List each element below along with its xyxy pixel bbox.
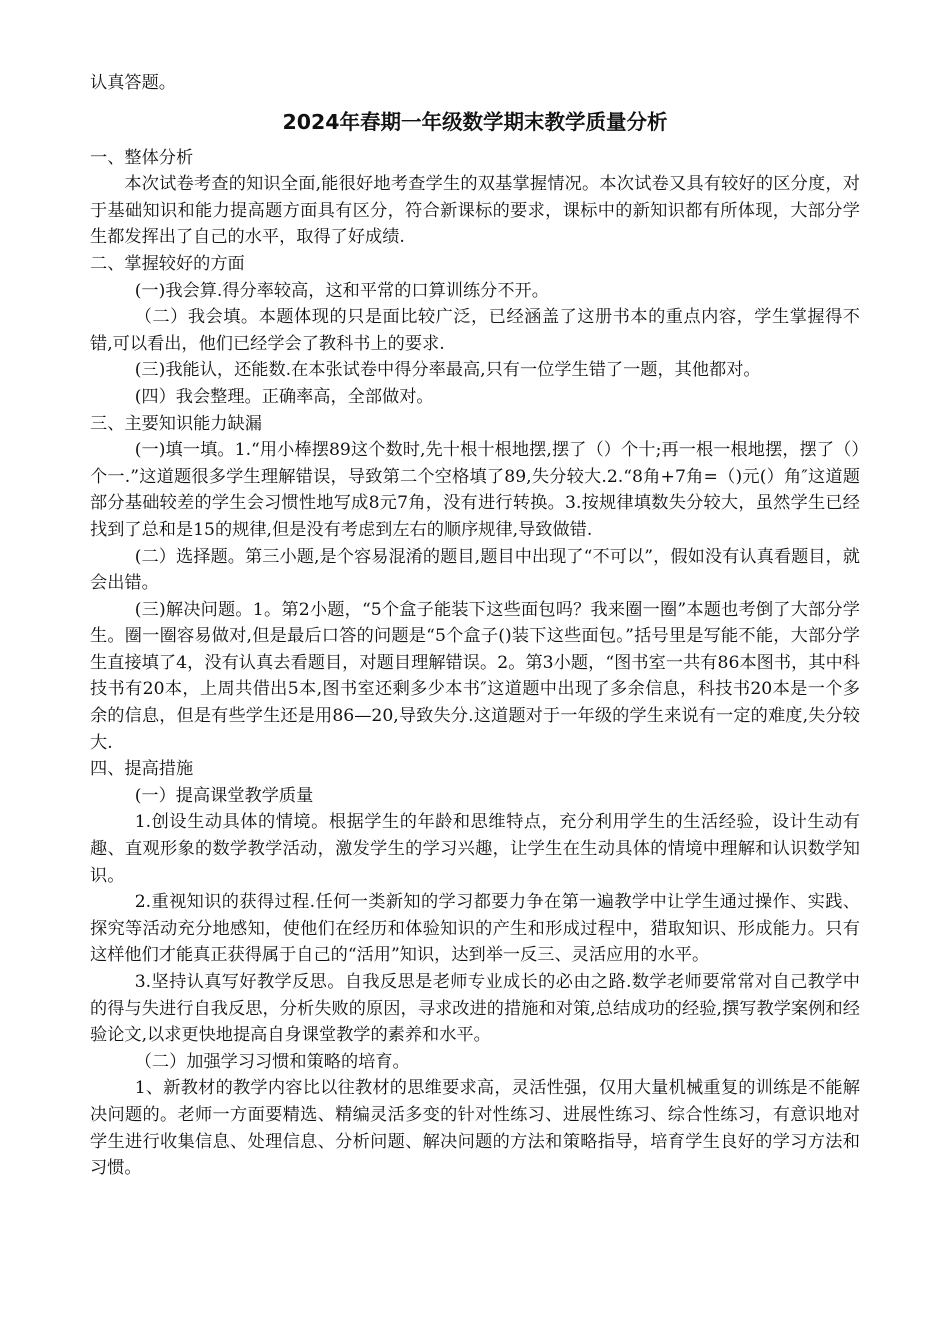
section-3-paragraph-2: (二）选择题。第三小题,是个容易混淆的题目,题目中出现了“不可以”，假如没有认真看题目，就会出错。	[90, 546, 860, 594]
section-1-paragraph-1: 本次试卷考查的知识全面,能很好地考查学生的双基掌握情况。本次试卷又具有较好的区分度，对于基础知识和能力提高题方面具有区分，符合新课标的要求，课标中的新知识都有所体现，大部分学生都发挥出了自己的水平，取得了好成绩.	[90, 174, 860, 248]
section-4-paragraph-2: 2.重视知识的获得过程.任何一类新知的学习都要力争在第一遍教学中让学生通过操作、实践、探究等活动充分地感知，使他们在经历和体验知识的产生和形成过程中，猎取知识、形成能力。只有这样他们才能真正获得属于自己的“活用”知识，达到举一反三、灵活应用的水平。	[90, 892, 860, 966]
section-4-subheading-2: （二）加强学习习惯和策略的培育。	[134, 1051, 410, 1072]
document-title: 2024年春期一年级数学期末教学质量分析	[282, 109, 668, 134]
section-3-heading: 三、主要知识能力缺漏	[90, 413, 262, 434]
section-4-paragraph-1: 1.创设生动具体的情境。根据学生的年龄和思维特点，充分利用学生的生活经验，设计生动有趣、直观形象的数学教学活动，激发学生的学习兴趣，让学生在生动具体的情境中理解和认识数学知识。	[90, 812, 860, 886]
section-4-paragraph-4: 1、新教材的教学内容比以往教材的思维要求高，灵活性强，仅用大量机械重复的训练是不能解决问题的。老师一方面要精选、精编灵活多变的针对性练习、进展性练习、综合性练习，有意识地对学生进行收集信息、处理信息、分析问题、解决问题的方法和策略指导，培育学生良好的学习方法和习惯。	[90, 1078, 860, 1179]
section-4-subheading-1: (一）提高课堂教学质量	[134, 785, 314, 806]
section-4-paragraph-3: 3.坚持认真写好教学反思。自我反思是老师专业成长的必由之路.数学老师要常常对自己教学中的得与失进行自我反思，分析失败的原因，寻求改进的措施和对策,总结成功的经验,撰写教学案例和经验论文,以求更快地提高自身课堂教学的素养和水平。	[90, 972, 860, 1046]
section-4-heading: 四、提高措施	[90, 759, 194, 780]
section-1-heading: 一、整体分析	[90, 147, 194, 168]
section-3-paragraph-1: (一)填一填。1.“用小棒摆89这个数时,先十根十根地摆,摆了（）个十;再一根一根地摆，摆了（）个一.”这道题很多学生理解错误，导致第二个空格填了89,失分较大.2.“8角+7角=（)元(）角″这道题部分基础较差的学生会习惯性地写成8元7角，没有进行转换。3.按规律填数失分较大，虽然学生已经找到了总和是15的规律,但是没有考虑到左右的顺序规律,导致做错.	[90, 440, 860, 540]
section-2-heading: 二、掌握较好的方面	[90, 253, 245, 274]
lead-line: 认真答题。	[90, 73, 176, 93]
section-2-paragraph-2: （二）我会填。本题体现的只是面比较广泛，已经涵盖了这册书本的重点内容，学生掌握得不错,可以看出，他们已经学会了教科书上的要求.	[90, 307, 860, 354]
section-2-paragraph-3: (三)我能认，还能数.在本张试卷中得分率最高,只有一位学生错了一题，其他都对。	[134, 360, 761, 381]
section-3-paragraph-3: (三)解决问题。1。第2小题，“5个盒子能装下这些面包吗？我来圈一圈”本题也考倒了大部分学生。圈一圈容易做对,但是最后口答的问题是“5个盒子()装下这些面包。”括号里是写能不能，大部分学生直接填了4，没有认真去看题目，对题目理解错误。2。第3小题，“图书室一共有86本图书，其中科技书有20本，上周共借出5本,图书室还剩多少本书″这道题中出现了多余信息，科技书20本是一个多余的信息，但是有些学生还是用86—20,导致失分.这道题对于一年级的学生来说有一定的难度,失分较大.	[90, 599, 860, 753]
section-2-paragraph-1: (一)我会算.得分率较高，这和平常的口算训练分不开。	[134, 280, 549, 301]
section-2-paragraph-4: (四）我会整理。正确率高，全部做对。	[134, 386, 434, 407]
